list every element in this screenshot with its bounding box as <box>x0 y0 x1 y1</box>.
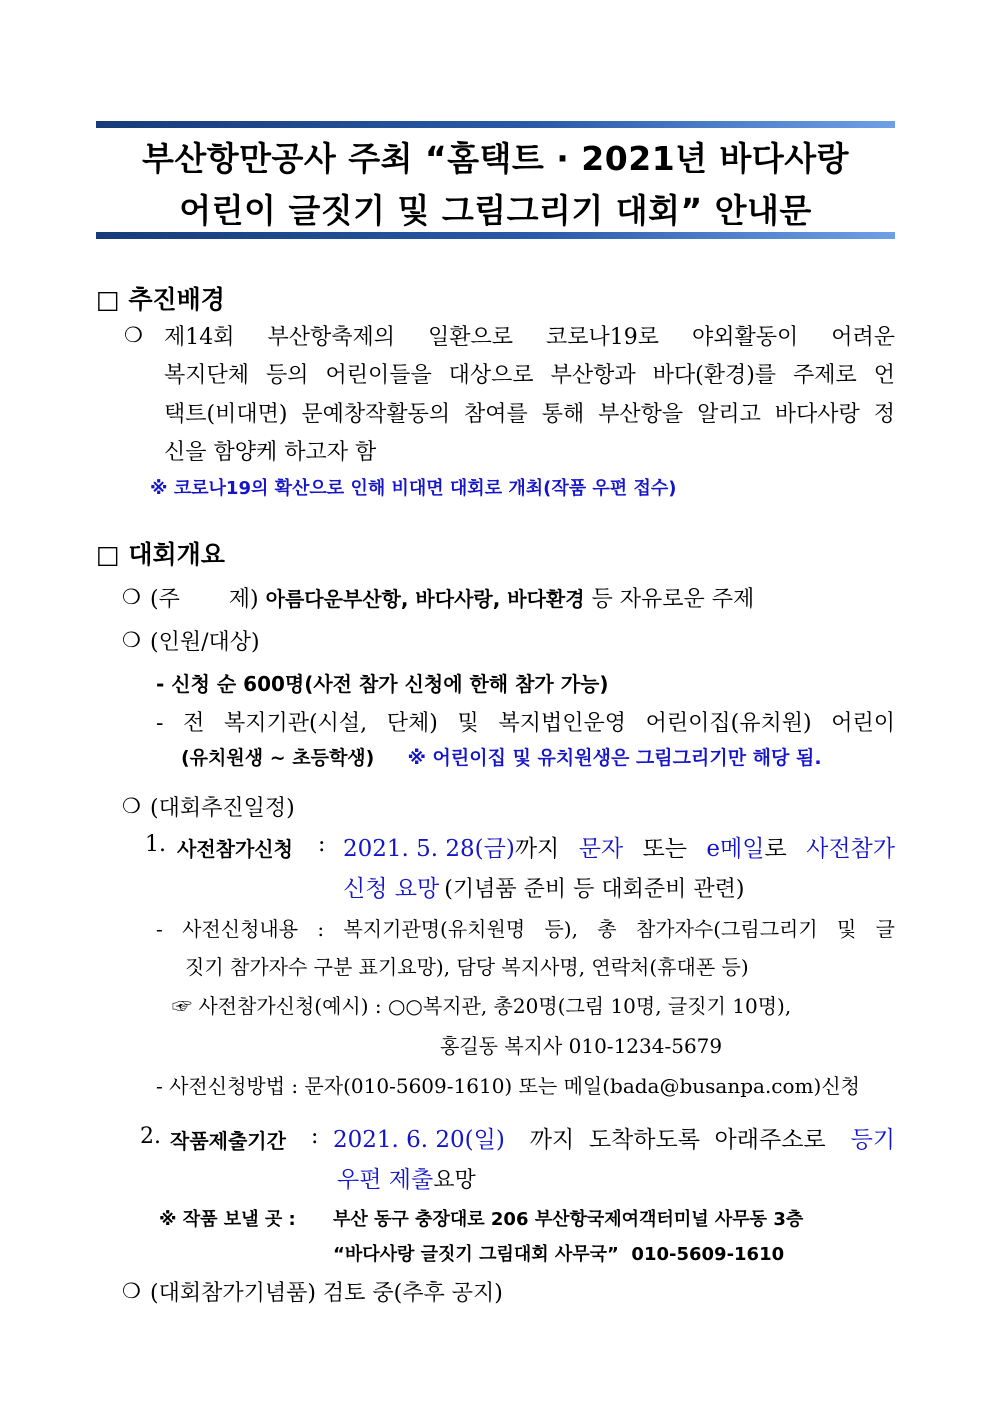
bullet-circle-icon: ❍ <box>122 1279 141 1303</box>
step1-sms: 문자 <box>578 836 624 862</box>
document-title-line-1: 부산항만공사 주최 “홈택트 · 2021년 바다사랑 <box>141 139 850 178</box>
gift-line: (대회참가기념품) 검토 중(추후 공지) <box>150 1281 503 1306</box>
section-heading-background: □ 추진배경 <box>96 285 225 314</box>
step1-colon: : <box>318 832 326 857</box>
step1-label: 사전참가신청 <box>177 837 293 861</box>
address-line-1: 부산 동구 충장대로 206 부산항국제여객터미널 사무동 3층 <box>333 1209 804 1230</box>
bullet-circle-icon: ❍ <box>122 794 141 818</box>
theme-label: (주 제) <box>150 587 259 612</box>
document-title-line-2: 어린이 글짓기 및 그림그리기 대회” 안내문 <box>179 191 812 230</box>
step2-request: 요망 <box>433 1168 476 1193</box>
step1-until: 까지 <box>514 836 560 862</box>
step2-number: 2. <box>140 1124 161 1149</box>
step1-line-1 <box>343 830 895 863</box>
theme-row <box>150 582 754 613</box>
target-item-1: - 신청 순 600명(사전 참가 신청에 한해 참가 가능) <box>156 672 609 696</box>
step1-number: 1. <box>145 832 166 857</box>
step1-email: e메일 <box>706 836 765 862</box>
content-line-2: 짓기 참가자수 구분 표기요망), 담당 복지사명, 연락처(휴대폰 등) <box>185 955 749 979</box>
bullet-circle-icon: ❍ <box>124 323 143 347</box>
target-item-2-line-2 <box>181 743 822 770</box>
step2-deadline-text: 까지 도착하도록 아래주소로 <box>529 1127 826 1153</box>
background-paragraph-line-3: 택트(비대면) 문예창작활동의 참여를 통해 부산항을 알리고 바다사랑 정 <box>164 402 895 427</box>
step2-mail-submit: 우편 제출 <box>337 1167 434 1193</box>
target-label: (인원/대상) <box>150 630 260 655</box>
address-label: ※ 작품 보낼 곳 : <box>159 1209 296 1230</box>
step2-line-2 <box>337 1161 476 1194</box>
background-paragraph-line-4: 신을 함양케 하고자 함 <box>164 440 377 465</box>
step2-label: 작품제출기간 <box>170 1129 286 1153</box>
address-line-2: “바다사랑 글짓기 그림대회 사무국” 010-5609-1610 <box>333 1244 785 1265</box>
step2-colon: : <box>311 1124 319 1149</box>
title-top-rule <box>96 121 895 128</box>
content-line-1: - 사전신청내용 : 복지기관명(유치원명 등), 총 참가자수(그림그리기 및 글 <box>156 917 895 941</box>
step2-date: 2021. 6. 20(일) <box>333 1127 505 1153</box>
step2-line-1 <box>333 1121 895 1154</box>
step1-request: 신청 요망 <box>343 876 440 902</box>
theme-rest: 등 자유로운 주제 <box>591 587 755 612</box>
background-paragraph-line-1: 제14회 부산항축제의 일환으로 코로나19로 야외활동이 어려운 <box>164 325 895 350</box>
title-bottom-rule <box>96 232 895 239</box>
theme-keywords: 아름다운부산항, 바다사랑, 바다환경 <box>265 587 585 611</box>
step1-date: 2021. 5. 28(금) <box>343 836 515 862</box>
section-heading-overview: □ 대회개요 <box>96 540 225 569</box>
step2-registered: 등기 <box>850 1127 895 1153</box>
step1-request-reason: (기념품 준비 등 대회준비 관련) <box>444 877 745 902</box>
schedule-label: (대회추진일정) <box>150 796 295 821</box>
method-line: - 사전신청방법 : 문자(010-5609-1610) 또는 메일(bada@busanpa.com)신청 <box>156 1074 860 1098</box>
bullet-circle-icon: ❍ <box>122 585 141 609</box>
example-line-1: ☞ 사전참가신청(예시) : ○○복지관, 총20명(그림 10명, 글짓기 10명), <box>172 994 792 1018</box>
step1-by: 로 <box>764 836 787 862</box>
target-item-2-line-1: - 전 복지기관(시설, 단체) 및 복지법인운영 어린이집(유치원) 어린이 <box>156 711 895 736</box>
bullet-circle-icon: ❍ <box>122 628 141 652</box>
example-line-2: 홍길동 복지사 010-1234-5679 <box>440 1034 723 1058</box>
target-age-range: (유치원생 ~ 초등학생) <box>181 747 375 769</box>
step1-or: 또는 <box>642 836 687 862</box>
background-paragraph-line-2: 복지단체 등의 어린이들을 대상으로 부산항과 바다(환경)를 주제로 언 <box>164 363 895 388</box>
covid-note: ※ 코로나19의 확산으로 인해 비대면 대회로 개최(작품 우편 접수) <box>150 478 677 499</box>
step1-line-2 <box>343 870 744 903</box>
step1-pre-register: 사전참가 <box>806 836 895 862</box>
target-kindergarten-note: ※ 어린이집 및 유치원생은 그림그리기만 해당 됨. <box>407 747 822 769</box>
